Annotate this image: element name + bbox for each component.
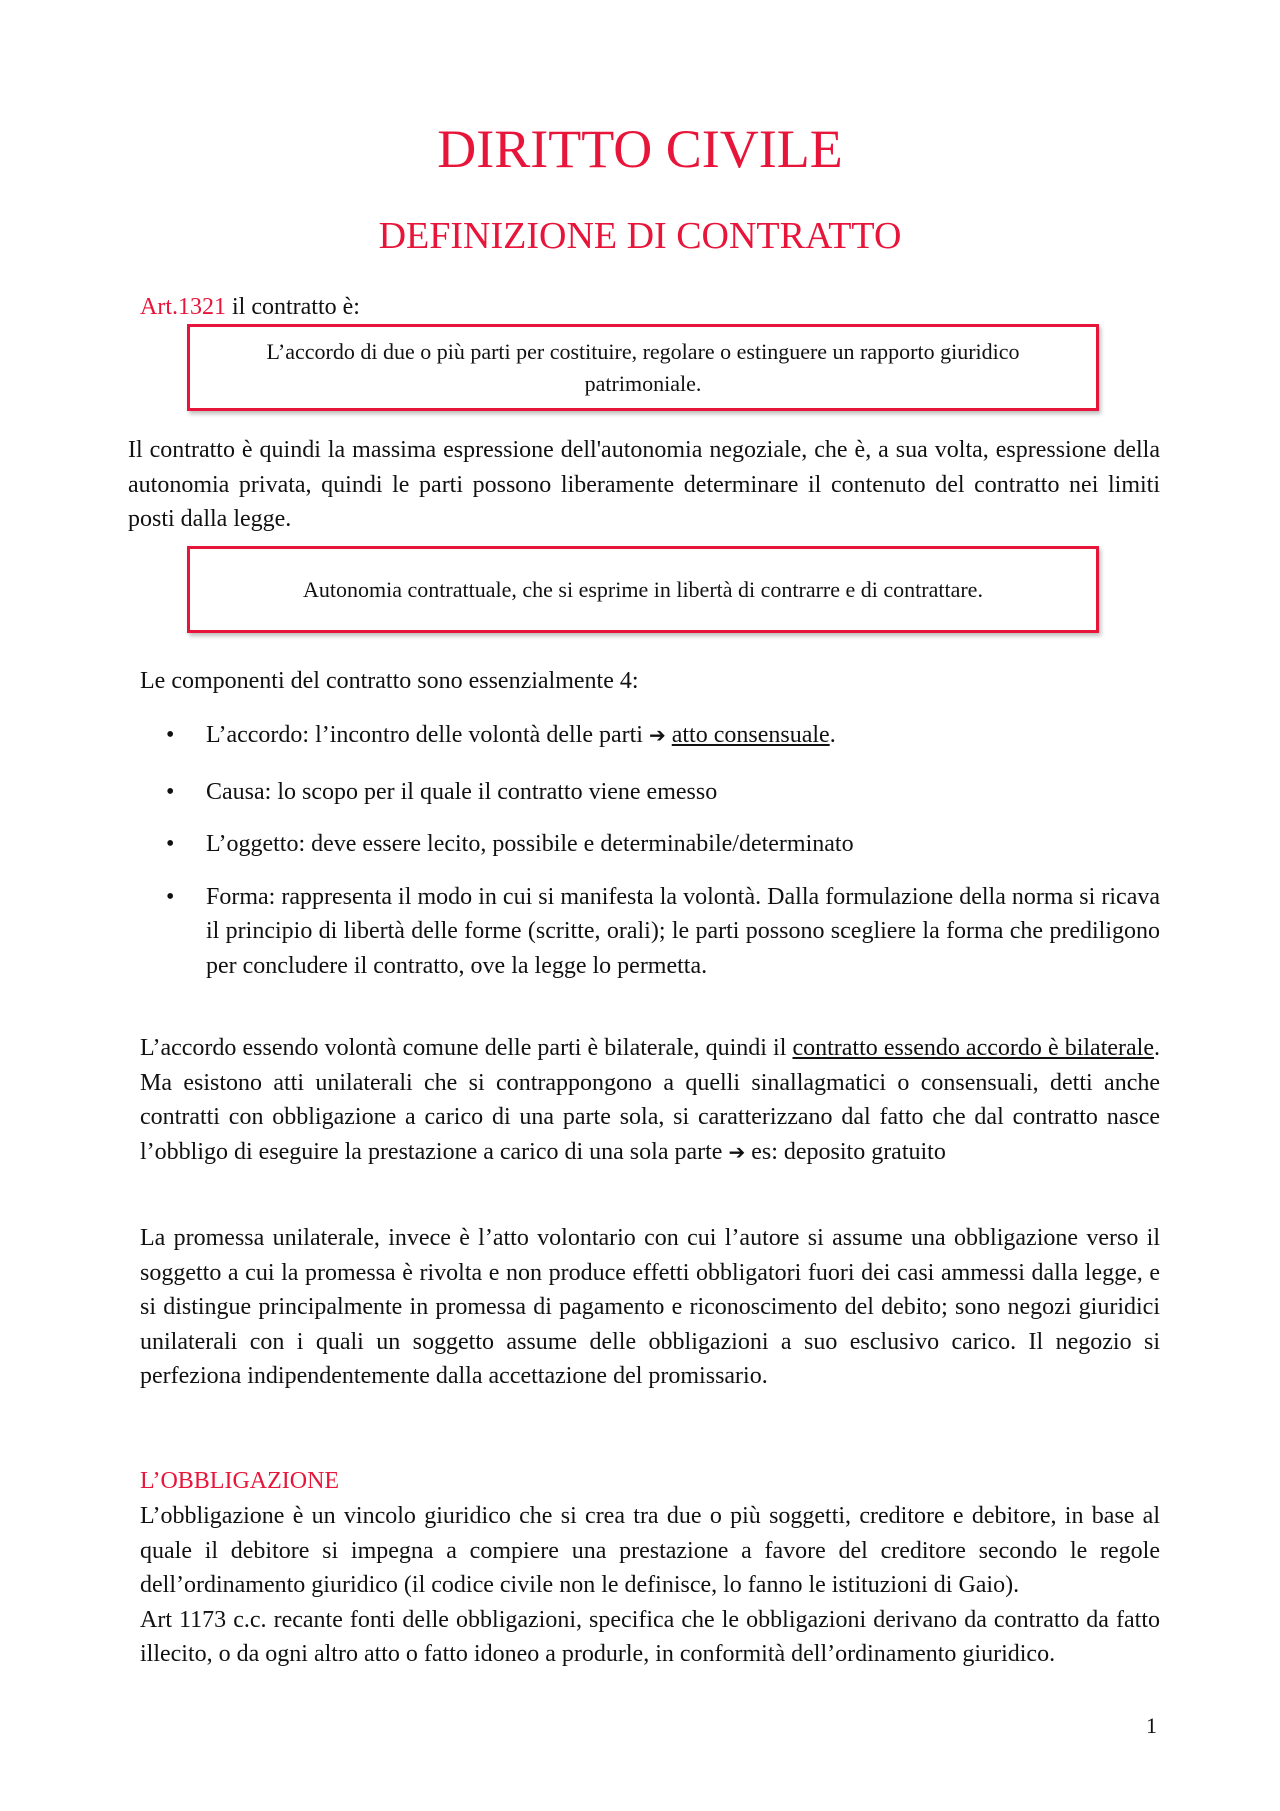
paragraph-autonomy: Il contratto è quindi la massima espressione dell'autonomia negoziale, che è, a sua volta, espressione della autonomia privata, quindi le parti possono liberamente determinare il contenuto del contratto nei limiti posti dalla legge. [128,437,1160,532]
components-intro: Le componenti del contratto sono essenzialmente 4: [140,668,639,694]
list-item-accordo [166,718,1160,753]
bullet-text: Causa: lo scopo per il quale il contratto viene emesso [206,778,718,805]
components-list [166,718,1160,983]
bullet-icon: • [166,831,175,857]
underlined-term: atto consensuale [671,722,830,748]
paragraph-obbligazione [140,1499,1160,1672]
paragraph-line: L’obbligazione è un vincolo giuridico che si crea tra due o più soggetti, creditore e debitore, in base al quale il debitore si impegna a compiere una prestazione a favore del creditore secondo le regole dell’ordinamento giuridico (il codice civile non le definisce, lo fanno le istituzioni di Gaio). [140,1503,1160,1598]
bullet-icon: • [166,722,175,748]
arrow-right-icon: ➔ [728,1139,746,1164]
bullet-end: . [829,722,836,748]
page-title: DIRITTO CIVILE [437,119,843,179]
paragraph-text: es: deposito gratuito [745,1138,946,1165]
arrow-right-icon: ➔ [648,723,666,747]
bullet-text: L’accordo: l’incontro delle volontà delle parti [206,722,649,748]
paragraph-line: Art 1173 c.c. recante fonti delle obbligazioni, specifica che le obbligazioni derivano da contratto da fatto illecito, o da ogni altro atto o fatto idoneo a produrle, in conformità dell’ordinamento giuridico. [140,1606,1160,1667]
list-item-forma [166,880,1160,984]
article-intro [140,292,360,322]
paragraph-promessa: La promessa unilaterale, invece è l’atto volontario con cui l’autore si assume una obbligazione verso il soggetto a cui la promessa è rivolta e non produce effetti obbligatori fuori dei casi ammessi dalla legge, e si distingue principalmente in promessa di pagamento e riconoscimento del debito; sono negozi giuridici unilaterali con i quali un soggetto assume delle obbligazioni a suo esclusivo carico. Il negozio si perfeziona indipendentemente dalla accettazione del promissario. [140,1225,1160,1389]
list-item-oggetto [166,827,1160,862]
list-item-causa [166,775,1160,810]
autonomy-text: Autonomia contrattuale, che si esprime in libertà di contrarre e di contrattare. [303,576,983,602]
definition-text: L’accordo di due o più parti per costituire, regolare o estinguere un rapporto giuridico patrimoniale. [266,338,1020,396]
autonomy-box [187,546,1099,633]
article-intro-text: il contratto è: [226,294,360,320]
paragraph-bilateral [140,1031,1160,1169]
paragraph-text: . Ma esistono atti unilaterali che si contrappongono a quelli sinallagmatici o consensuali, detti anche contratti con obbligazione a carico di una parte sola, si caratterizzano dal fatto che dal contratto nasce l’obbligo di eseguire la prestazione a carico di una sola parte [140,1035,1160,1165]
section-heading: L’OBBLIGAZIONE [140,1468,340,1494]
definition-box [187,324,1099,411]
page-number: 1 [1146,1713,1157,1738]
page-subtitle: DEFINIZIONE DI CONTRATTO [378,215,902,257]
paragraph-text: L’accordo essendo volontà comune delle parti è bilaterale, quindi il [140,1035,793,1061]
bullet-text: L’oggetto: deve essere lecito, possibile e determinabile/determinato [206,831,854,857]
article-reference: Art.1321 [140,294,226,320]
bullet-icon: • [166,883,175,910]
underlined-term: contratto essendo accordo è bilaterale [792,1035,1154,1061]
bullet-text: Forma: rappresenta il modo in cui si manifesta la volontà. Dalla formulazione della norma si ricava il principio di libertà delle forme (scritte, orali); le parti possono scegliere la forma che prediligono per concludere il contratto, ove la legge lo permetta. [206,883,1160,979]
bullet-icon: • [166,778,175,805]
